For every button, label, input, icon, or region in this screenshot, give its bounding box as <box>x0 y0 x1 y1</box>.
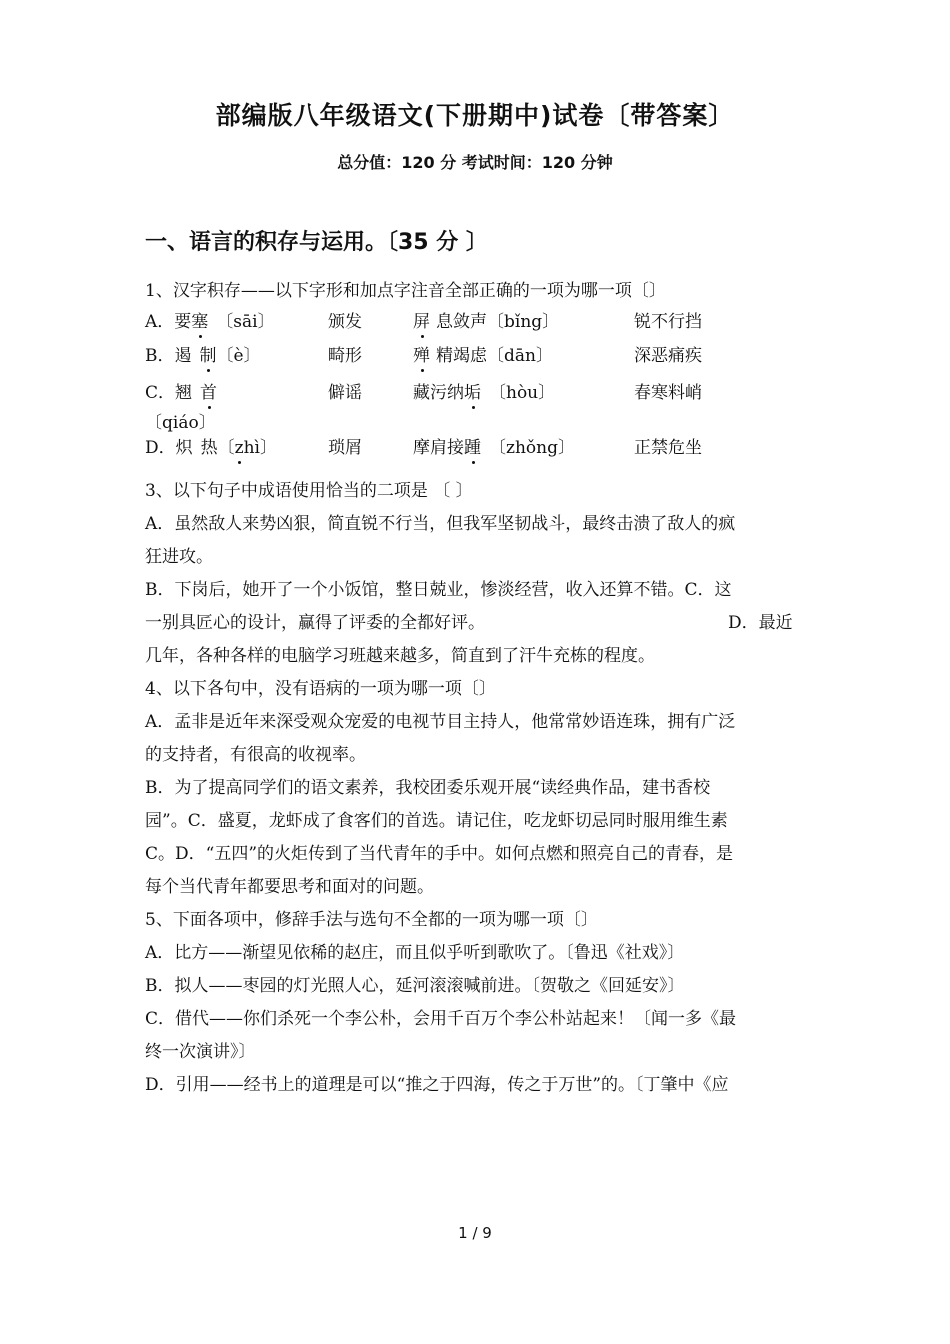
question-4-line: 的支持者，有很高的收视率。 <box>145 745 366 765</box>
option-c-continuation: 〔qiáo〕 <box>145 413 216 433</box>
question-3-line: 一别具匠心的设计，赢得了评委的全都好评。 <box>145 613 485 633</box>
option-d-col2: 琐屑 <box>328 438 362 458</box>
dotted-char: 垢 <box>464 383 481 403</box>
option-c-col4: 春寒料峭 <box>634 383 702 403</box>
question-4-line: C。D．“五四”的火炬传到了当代青年的手中。如何点燃和照亮自己的青春，是 <box>145 844 734 864</box>
dotted-char: 殚 <box>413 346 430 366</box>
question-3-line: 几年，各种各样的电脑学习班越来越多，简直到了汗牛充栋的程度。 <box>145 646 655 666</box>
document-title: 部编版八年级语文(下册期中)试卷〔带答案〕 <box>215 101 735 130</box>
option-d-col1: D．炽 热〔zhì〕 <box>145 438 277 458</box>
question-5-line: A．比方——渐望见依稀的赵庄，而且似乎听到歌吹了。〔鲁迅《社戏》〕 <box>145 943 685 963</box>
question-1-stem: 1、汉字积存——以下字形和加点字注音全部正确的一项为哪一项〔〕 <box>145 281 666 301</box>
option-b-col3: 殚 精竭虑〔dān〕 <box>413 346 553 366</box>
dotted-char: 屏 <box>413 312 430 332</box>
option-a-col3: 屏 息敛声〔bǐng〕 <box>413 312 560 332</box>
question-3-line: A．虽然敌人来势凶狠，简直锐不行当，但我军坚韧战斗，最终击溃了敌人的疯 <box>145 514 736 534</box>
page-number: 1 / 9 <box>458 1224 492 1242</box>
question-5-line: C．借代——你们杀死一个李公朴，会用千百万个李公朴站起来！〔闻一多《最 <box>145 1009 737 1029</box>
question-5-line: 终一次演讲》〕 <box>145 1042 256 1062</box>
option-b-col4: 深恶痛疾 <box>634 346 702 366</box>
option-b-col1: B．遏 制〔è〕 <box>145 346 261 366</box>
question-3-line: B．下岗后，她开了一个小饭馆，整日兢业，惨淡经营，收入还算不错。C．这 <box>145 580 732 600</box>
dotted-char: 塞 <box>191 312 209 332</box>
question-5-stem: 5、下面各项中，修辞手法与选句不全都的一项为哪一项〔〕 <box>145 910 598 930</box>
question-3-stem: 3、以下句子中成语使用恰当的二项是 〔 〕 <box>145 481 473 501</box>
option-d-col3: 摩肩接踵 〔zhǒng〕 <box>413 438 575 458</box>
option-a-col4: 锐不行挡 <box>634 312 702 332</box>
option-a-col1: A．要塞 〔sāi〕 <box>145 312 275 332</box>
question-4-line: 每个当代青年都要思考和面对的问题。 <box>145 877 434 897</box>
question-5-line: D．引用——经书上的道理是可以“推之于四海，传之于万世”的。〔丁肇中《应 <box>145 1075 729 1095</box>
option-a-col2: 颁发 <box>328 312 362 332</box>
question-3-line: 狂进攻。 <box>145 547 213 567</box>
question-5-line: B．拟人——枣园的灯光照人心，延河滚滚喊前进。〔贺敬之《回延安》〕 <box>145 976 685 996</box>
question-3-option-d-label: D．最近 <box>728 613 793 633</box>
option-b-col2: 畸形 <box>328 346 362 366</box>
exam-info: 总分值：120 分 考试时间：120 分钟 <box>337 153 613 172</box>
question-4-line: 园”。C．盛夏，龙虾成了食客们的首选。请记住，吃龙虾切忌同时服用维生素 <box>145 811 728 831</box>
dotted-char: 制 <box>199 346 217 366</box>
dotted-char: 热〔zhì〕 <box>200 438 277 458</box>
option-c-col3: 藏污纳垢 〔hòu〕 <box>413 383 556 403</box>
question-4-line: B．为了提高同学们的语文素养，我校团委乐观开展“读经典作品，建书香校 <box>145 778 711 798</box>
option-d-col4: 正禁危坐 <box>634 438 702 458</box>
question-4-stem: 4、以下各句中，没有语病的一项为哪一项〔〕 <box>145 679 496 699</box>
dotted-char: 首 <box>200 383 218 403</box>
dotted-char: 踵 <box>464 438 481 458</box>
option-c-col1: C．翘 首 <box>145 383 218 403</box>
option-c-col2: 僻谣 <box>328 383 362 403</box>
question-4-line: A．孟非是近年来深受观众宠爱的电视节目主持人，他常常妙语连珠，拥有广泛 <box>145 712 736 732</box>
section-heading: 一、语言的积存与运用。〔35 分 〕 <box>145 230 488 255</box>
